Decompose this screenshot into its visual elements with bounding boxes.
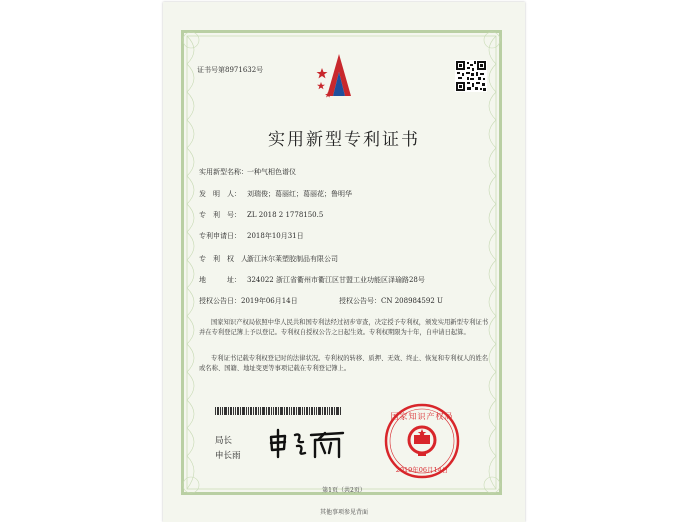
legal-status-paragraph: 专利证书记载专利权登记时的法律状况。专利权的转移、质押、无效、终止、恢复和专利权人的姓名或名称、国籍、地址变更等事项记载在专利登记簿上。 [199, 355, 489, 372]
field-patent-number [199, 210, 323, 220]
grant-number-value: CN 208984592 U [381, 297, 443, 305]
field-inventors [199, 189, 352, 199]
field-address [199, 275, 425, 285]
certificate-sheet [163, 2, 525, 522]
field-value: 浙江沐尔莱塑胶制品有限公司 [247, 255, 338, 263]
field-application-date [199, 231, 304, 241]
field-label: 地 址： [199, 276, 241, 284]
field-value: 2018年10月31日 [247, 232, 304, 240]
director-name: 申长雨 [215, 451, 241, 461]
seal-text: 国家知识产权局 [390, 412, 454, 421]
national-emblem-icon [409, 427, 435, 456]
field-grant-number [339, 296, 443, 306]
field-value: 刘瑞俊；葛丽红；葛丽花；鲁明华 [247, 190, 352, 198]
field-grant-date [199, 296, 298, 306]
certificate-number: 证书号第8971632号 [197, 66, 264, 74]
seal-date: 2019年06月14日 [395, 466, 449, 474]
field-label: 实用新型名称： [199, 168, 248, 176]
field-label: 发 明 人： [199, 190, 241, 198]
grant-date-label: 授权公告日： [199, 297, 241, 305]
certificate-title: 实用新型专利证书 [268, 130, 420, 150]
grant-date-value: 2019年06月14日 [241, 297, 298, 305]
grant-number-label: 授权公告号： [339, 297, 381, 305]
page-info: 第1页（共2页） [322, 487, 366, 494]
field-value: 一种气相色谱仪 [247, 168, 296, 176]
director-title: 局长 [215, 436, 233, 446]
field-label: 专 利 号： [199, 211, 241, 219]
barcode-icon [215, 407, 341, 415]
field-label: 专 利 权 人： [199, 255, 255, 263]
director-signature [267, 427, 347, 459]
field-utility-model-name [199, 167, 296, 177]
field-patentee [199, 254, 338, 264]
field-value: 324022 浙江省衢州市衢江区甘盟工业功能区泽瑜路28号 [247, 276, 425, 284]
grant-paragraph: 国家知识产权局依照中华人民共和国专利法经过初步审查，决定授予专利权，颁发实用新型专利证书并在专利登记簿上予以登记。专利权自授权公告之日起生效。专利权期限为十年，自申请日起算。 [199, 319, 489, 336]
bottom-note: 其他事项参见背面 [319, 509, 368, 516]
qr-code-icon [455, 60, 487, 92]
field-label: 专利申请日： [199, 232, 241, 240]
field-value: ZL 2018 2 1778150.5 [247, 211, 324, 219]
patent-office-logo-icon [313, 50, 365, 102]
